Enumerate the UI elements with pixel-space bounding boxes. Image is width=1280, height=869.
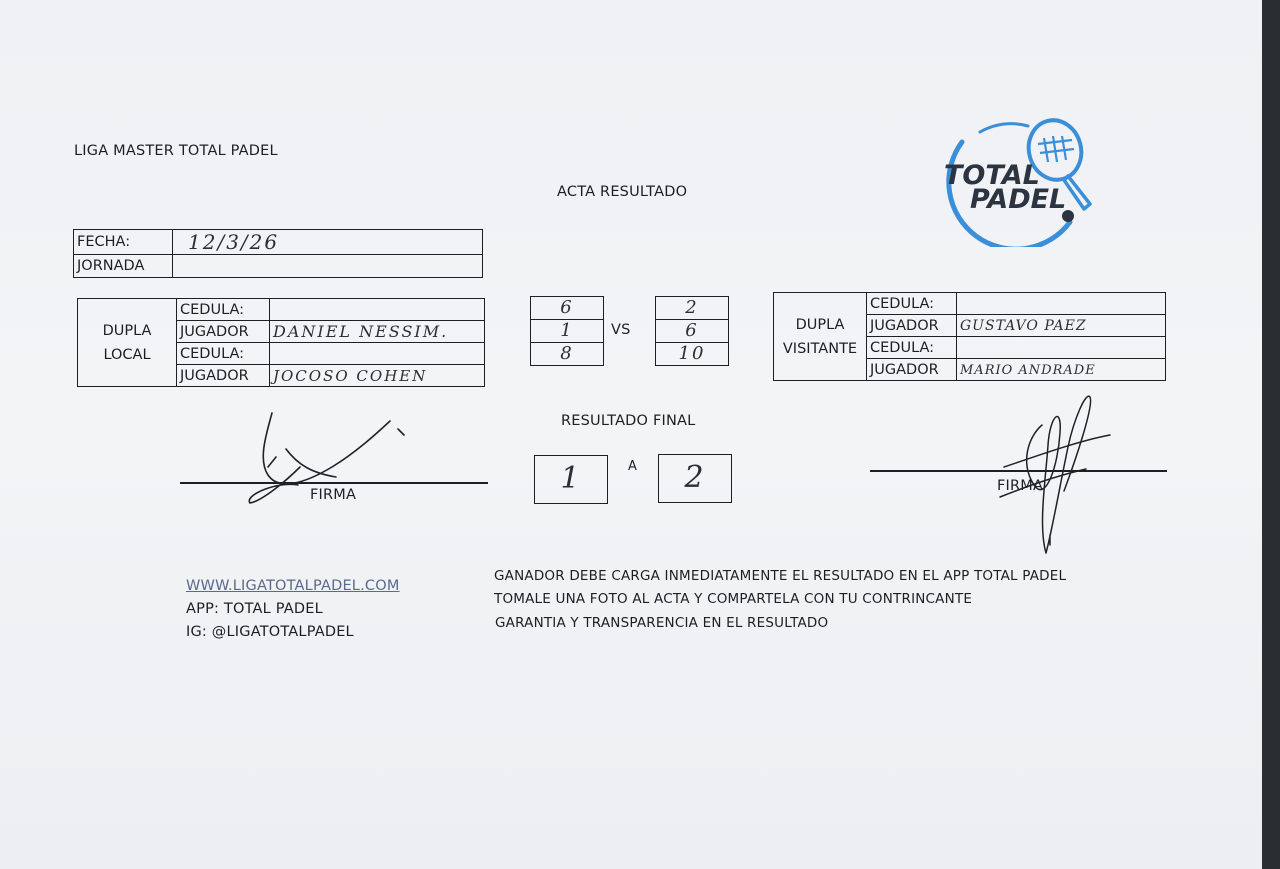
fecha-value[interactable] [173,230,483,255]
padel-racket-icon [940,112,1105,247]
local-team-table [77,298,485,387]
local-jugador-1-label: JUGADOR [177,321,270,343]
local-cedula-1-value[interactable] [270,299,485,321]
local-set-2[interactable]: 1 [531,320,603,343]
notice-line-2: TOMALE UNA FOTO AL ACTA Y COMPARTELA CON TU CONTRINCANTE [494,591,973,607]
visitante-jugador-1-label: JUGADOR [867,315,957,337]
local-label-line-1: DUPLA [102,322,152,339]
visitante-team-label [774,293,867,381]
logo-text-line-2: PADEL [970,184,1067,215]
vs-label: VS [611,322,631,338]
visitante-jugador-1-handwritten: GUSTAVO PAEZ [960,317,1087,334]
visitante-jugador-2-label: JUGADOR [867,359,957,381]
visitante-cedula-2-value[interactable] [957,337,1166,359]
local-set-3[interactable]: 8 [560,343,574,364]
local-cedula-2-value[interactable] [270,343,485,365]
local-cedula-2-label: CEDULA: [177,343,270,365]
local-team-label [78,299,177,387]
visitante-team-table [773,292,1166,381]
date-table [73,229,483,278]
visitante-label-line-1: DUPLA [795,316,845,333]
visitante-jugador-1-value[interactable] [957,315,1166,337]
local-signature-label: FIRMA [310,487,357,503]
final-visitante-score[interactable]: 2 [658,454,732,503]
local-jugador-2-value[interactable] [270,365,485,387]
app-text: APP: TOTAL PADEL [186,601,323,617]
visitante-label-line-2: VISITANTE [782,340,858,357]
visitante-set-2[interactable]: 6 [656,320,728,343]
local-signature-icon [240,405,415,510]
logo-text-line-1: TOTAL [944,160,1040,191]
fecha-handwritten: 12/3/26 [188,230,280,254]
local-set-scores [530,296,604,366]
visitante-jugador-2-value[interactable] [957,359,1166,381]
local-jugador-1-handwritten: DANIEL NESSIM. [273,322,449,341]
instagram-text: IG: @LIGATOTALPADEL [186,624,354,640]
visitante-signature-label: FIRMA [997,478,1044,494]
jornada-label: JORNADA [74,255,173,278]
visitante-cedula-1-label: CEDULA: [867,293,957,315]
visitante-cedula-1-value[interactable] [957,293,1166,315]
total-padel-logo [940,112,1105,247]
visitante-set-3[interactable]: 10 [678,343,706,364]
visitante-cedula-2-label: CEDULA: [867,337,957,359]
final-local-score[interactable]: 1 [534,455,608,504]
local-jugador-2-handwritten: JOCOSO COHEN [273,366,428,385]
local-set-1[interactable]: 6 [531,297,603,320]
notice-line-1: GANADOR DEBE CARGA INMEDIATAMENTE EL RESULTADO EN EL APP TOTAL PADEL [494,568,1067,584]
local-jugador-1-value[interactable] [270,321,485,343]
local-jugador-2-label: JUGADOR [177,365,270,387]
notice-line-3: GARANTIA Y TRANSPARENCIA EN EL RESULTADO [495,615,829,631]
final-result-title: RESULTADO FINAL [561,413,696,429]
local-cedula-1-label: CEDULA: [177,299,270,321]
form-title: ACTA RESULTADO [557,184,688,200]
league-title: LIGA MASTER TOTAL PADEL [74,143,278,159]
jornada-value[interactable] [173,255,483,278]
visitante-set-1[interactable]: 2 [656,297,728,320]
final-separator: A [628,459,638,474]
local-label-line-2: LOCAL [103,346,151,363]
fecha-label: FECHA: [74,230,173,255]
visitante-signature-icon [990,385,1125,560]
visitante-set-scores [655,296,729,366]
visitante-jugador-2-handwritten: MARIO ANDRADE [960,362,1096,378]
website-link[interactable]: WWW.LIGATOTALPADEL.COM [186,578,400,594]
